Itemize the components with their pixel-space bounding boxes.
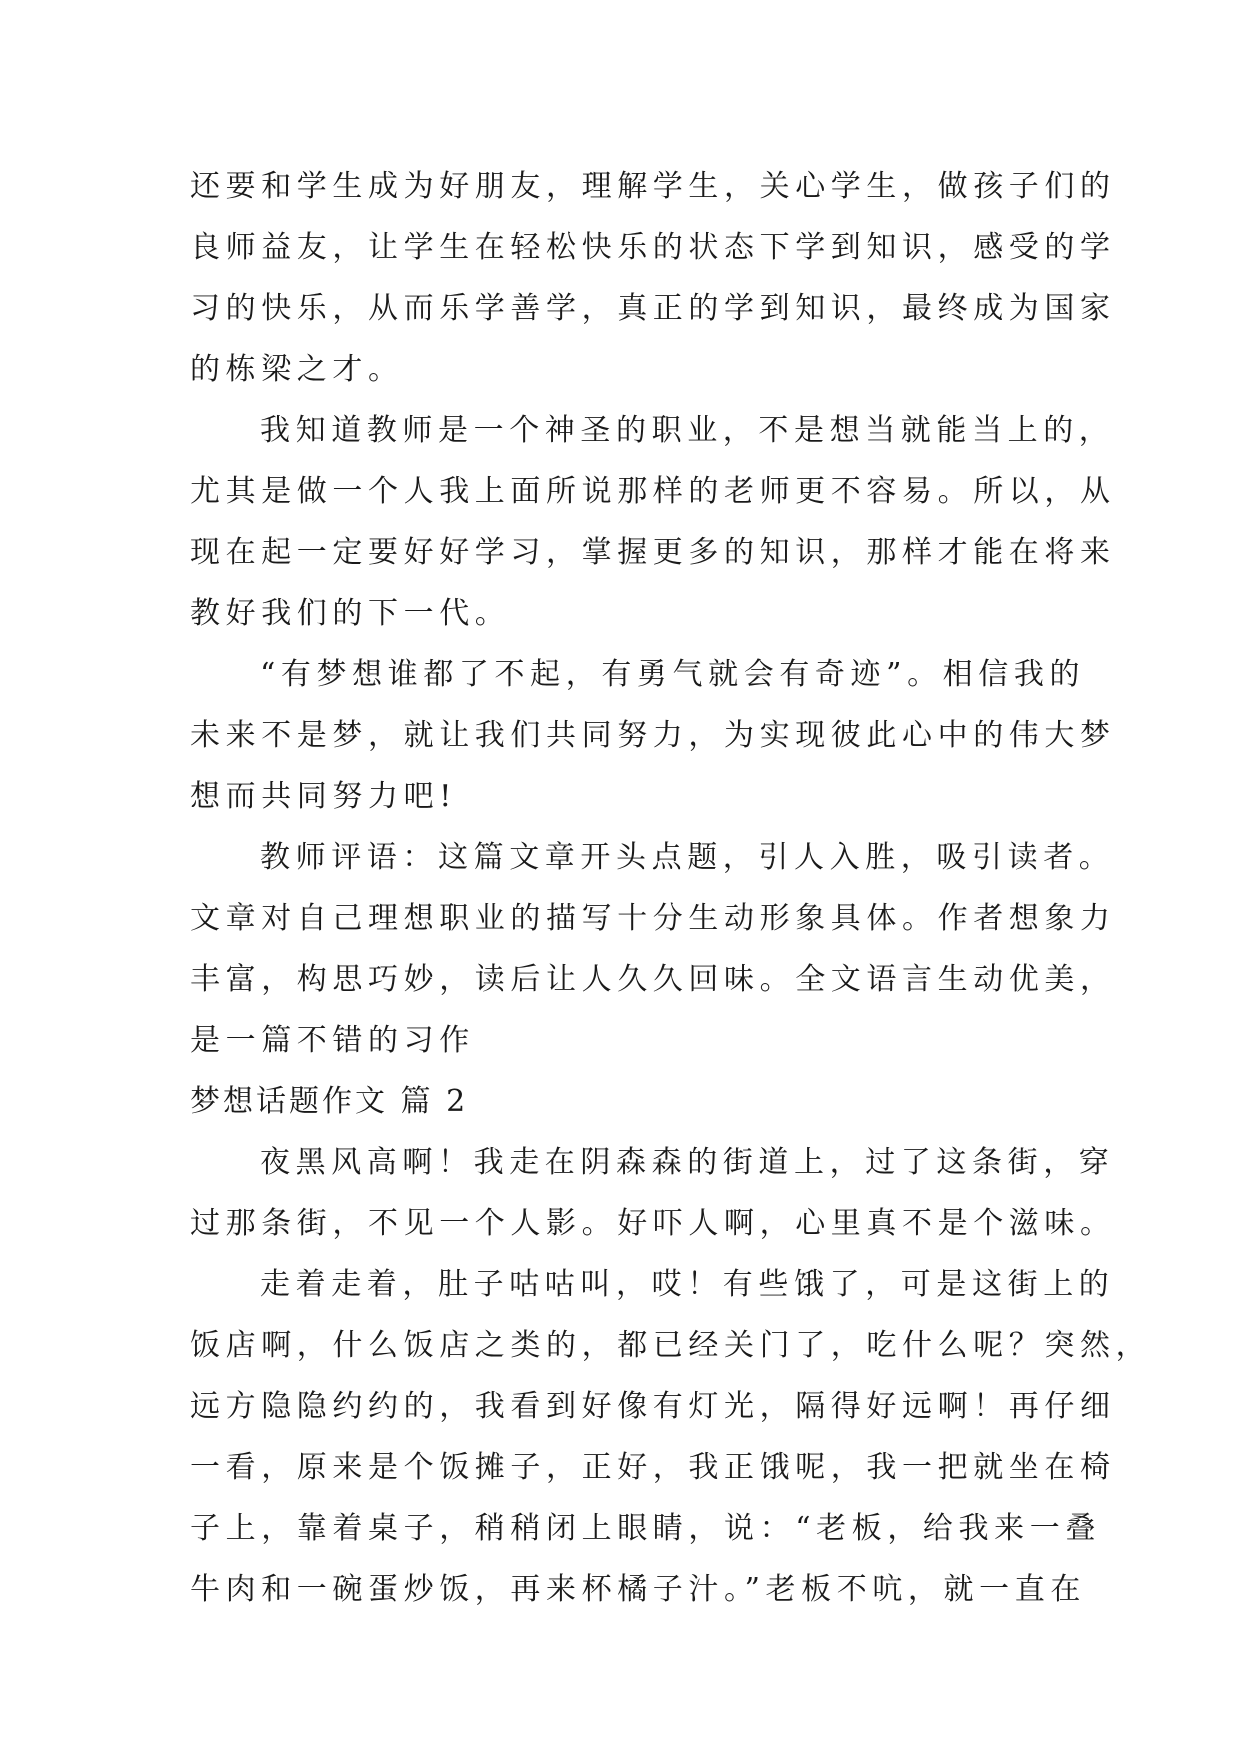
paragraph-first-line: 走着走着，肚子咕咕叫，哎！有些饿了，可是这街上的 [260,1267,1115,1302]
text-line: 过那条街，不见一个人影。好吓人啊，心里真不是个滋味。 [190,1206,1116,1241]
text-line: 是一篇不错的习作 [190,1023,475,1058]
text-line: 饭店啊，什么饭店之类的，都已经关门了，吃什么呢？突然， [190,1328,1152,1363]
paragraph-first-line: “有梦想谁都了不起，有勇气就会有奇迹”。相信我的 [260,657,1086,692]
section-heading: 梦想话题作文 篇 2 [190,1084,469,1119]
text-line: 现在起一定要好好学习，掌握更多的知识，那样才能在将来 [190,535,1116,570]
text-line: 一看，原来是个饭摊子，正好，我正饿呢，我一把就坐在椅 [190,1450,1116,1485]
text-line: 良师益友，让学生在轻松快乐的状态下学到知识，感受的学 [190,230,1116,265]
text-line: 教好我们的下一代。 [190,596,511,631]
text-line: 还要和学生成为好朋友，理解学生，关心学生，做孩子们的 [190,169,1116,204]
text-line: 未来不是梦，就让我们共同努力，为实现彼此心中的伟大梦 [190,718,1116,753]
text-line: 文章对自己理想职业的描写十分生动形象具体。作者想象力 [190,901,1116,936]
text-line: 尤其是做一个人我上面所说那样的老师更不容易。所以，从 [190,474,1116,509]
text-line: 想而共同努力吧! [190,779,457,814]
text-line: 子上，靠着桌子，稍稍闭上眼睛，说：“老板，给我来一叠 [190,1511,1101,1546]
paragraph-first-line: 夜黑风高啊！我走在阴森森的街道上，过了这条街，穿 [260,1145,1115,1180]
document-body [190,156,1152,1620]
text-line: 习的快乐，从而乐学善学，真正的学到知识，最终成为国家 [190,291,1116,326]
paragraph-first-line: 我知道教师是一个神圣的职业，不是想当就能当上的， [260,413,1115,448]
text-line: 远方隐隐约约的，我看到好像有灯光，隔得好远啊！再仔细 [190,1389,1116,1424]
text-line: 的栋梁之才。 [190,352,404,387]
text-line: 丰富，构思巧妙，读后让人久久回味。全文语言生动优美， [190,962,1116,997]
text-line: 牛肉和一碗蛋炒饭，再来杯橘子汁。”老板不吭，就一直在 [190,1572,1086,1607]
teacher-comment-line: 教师评语：这篇文章开头点题，引人入胜，吸引读者。 [260,840,1115,875]
